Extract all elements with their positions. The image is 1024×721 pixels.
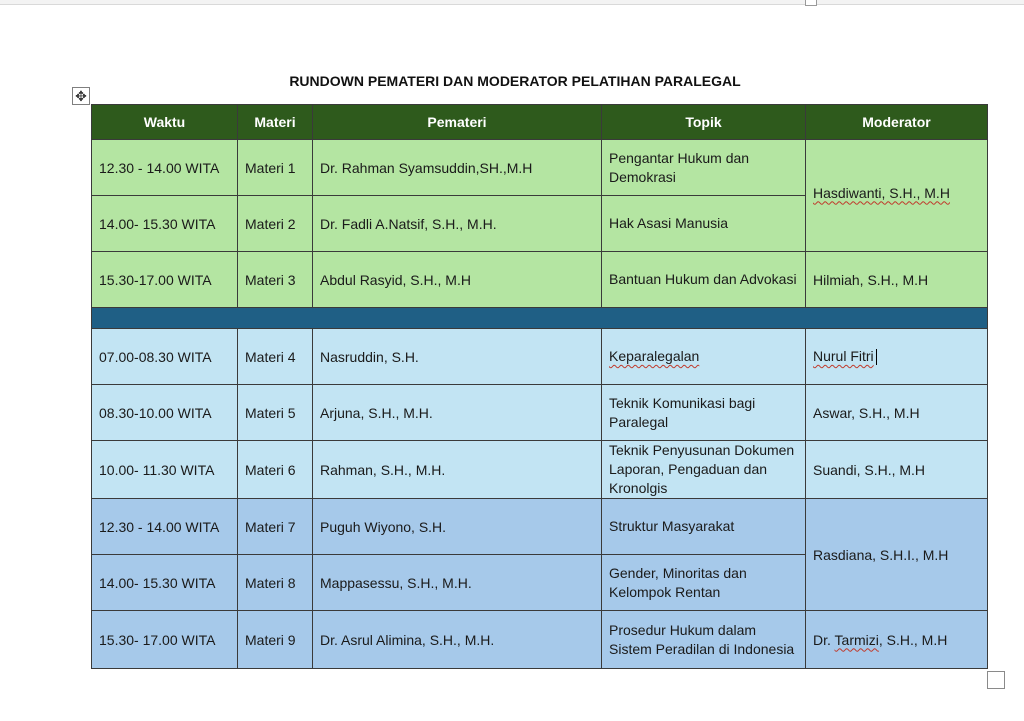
table-header-row bbox=[92, 105, 988, 140]
table-row bbox=[92, 385, 988, 441]
cell-pemateri[interactable]: Dr. Fadli A.Natsif, S.H., M.H. bbox=[313, 196, 602, 252]
cell-waktu[interactable]: 10.00- 11.30 WITA bbox=[92, 441, 238, 499]
cell-moderator[interactable] bbox=[806, 140, 988, 252]
topik-text: Keparalegalan bbox=[609, 348, 700, 364]
cell-materi[interactable]: Materi 5 bbox=[238, 385, 313, 441]
cell-materi[interactable]: Materi 6 bbox=[238, 441, 313, 499]
cell-materi[interactable]: Materi 9 bbox=[238, 611, 313, 669]
cell-pemateri[interactable]: Dr. Rahman Syamsuddin,SH.,M.H bbox=[313, 140, 602, 196]
cell-topik[interactable]: Teknik Penyusunan Dokumen Laporan, Pengaduan dan Kronolgis bbox=[602, 441, 806, 499]
separator-cell bbox=[92, 308, 988, 329]
cell-topik[interactable]: Hak Asasi Manusia bbox=[602, 196, 806, 252]
cell-waktu[interactable]: 15.30- 17.00 WITA bbox=[92, 611, 238, 669]
cell-pemateri[interactable]: Puguh Wiyono, S.H. bbox=[313, 499, 602, 555]
document-top-ruler bbox=[0, 0, 1024, 5]
cell-moderator[interactable]: Aswar, S.H., M.H bbox=[806, 385, 988, 441]
table-row bbox=[92, 329, 988, 385]
cell-waktu[interactable]: 12.30 - 14.00 WITA bbox=[92, 140, 238, 196]
document-title: RUNDOWN PEMATERI DAN MODERATOR PELATIHAN PARALEGAL bbox=[289, 73, 741, 89]
cell-materi[interactable]: Materi 3 bbox=[238, 252, 313, 308]
cell-moderator[interactable] bbox=[806, 611, 988, 669]
cell-pemateri[interactable]: Dr. Asrul Alimina, S.H., M.H. bbox=[313, 611, 602, 669]
cell-waktu[interactable]: 07.00-08.30 WITA bbox=[92, 329, 238, 385]
cell-topik[interactable] bbox=[602, 329, 806, 385]
table-row bbox=[92, 441, 988, 499]
cell-topik[interactable]: Bantuan Hukum dan Advokasi bbox=[602, 252, 806, 308]
cell-materi[interactable]: Materi 7 bbox=[238, 499, 313, 555]
cell-pemateri[interactable]: Abdul Rasyid, S.H., M.H bbox=[313, 252, 602, 308]
table-row bbox=[92, 611, 988, 669]
table-row bbox=[92, 499, 988, 555]
rundown-table bbox=[91, 104, 988, 669]
cell-moderator[interactable]: Rasdiana, S.H.I., M.H bbox=[806, 499, 988, 611]
header-pemateri: Pemateri bbox=[313, 105, 602, 140]
cell-waktu[interactable]: 08.30-10.00 WITA bbox=[92, 385, 238, 441]
cell-topik[interactable]: Struktur Masyarakat bbox=[602, 499, 806, 555]
header-materi: Materi bbox=[238, 105, 313, 140]
text-cursor bbox=[876, 349, 877, 365]
cell-waktu[interactable]: 14.00- 15.30 WITA bbox=[92, 196, 238, 252]
cell-materi[interactable]: Materi 2 bbox=[238, 196, 313, 252]
moderator-name: Hasdiwanti, S.H., M.H bbox=[813, 184, 950, 201]
cell-topik[interactable]: Prosedur Hukum dalam Sistem Peradilan di Indonesia bbox=[602, 611, 806, 669]
moderator-suffix: , S.H., M.H bbox=[878, 631, 948, 648]
cell-topik[interactable]: Pengantar Hukum dan Demokrasi bbox=[602, 140, 806, 196]
table-resize-handle-icon[interactable] bbox=[987, 671, 1005, 689]
cell-pemateri[interactable]: Mappasessu, S.H., M.H. bbox=[313, 555, 602, 611]
cell-topik[interactable]: Teknik Komunikasi bagi Paralegal bbox=[602, 385, 806, 441]
cell-waktu[interactable]: 14.00- 15.30 WITA bbox=[92, 555, 238, 611]
cell-materi[interactable]: Materi 4 bbox=[238, 329, 313, 385]
separator-row bbox=[92, 308, 988, 329]
page-marker-icon bbox=[805, 0, 817, 6]
moderator-name: Nurul Fitri bbox=[813, 347, 874, 364]
table-row bbox=[92, 252, 988, 308]
cell-pemateri[interactable]: Rahman, S.H., M.H. bbox=[313, 441, 602, 499]
cell-materi[interactable]: Materi 8 bbox=[238, 555, 313, 611]
header-waktu: Waktu bbox=[92, 105, 238, 140]
move-arrows-icon[interactable]: ✥ bbox=[72, 87, 90, 105]
cell-moderator[interactable]: Suandi, S.H., M.H bbox=[806, 441, 988, 499]
cell-moderator[interactable]: Hilmiah, S.H., M.H bbox=[806, 252, 988, 308]
cell-pemateri[interactable]: Nasruddin, S.H. bbox=[313, 329, 602, 385]
cell-waktu[interactable]: 12.30 - 14.00 WITA bbox=[92, 499, 238, 555]
header-moderator: Moderator bbox=[806, 105, 988, 140]
cell-moderator[interactable] bbox=[806, 329, 988, 385]
moderator-name: Tarmizi bbox=[834, 631, 879, 648]
cell-materi[interactable]: Materi 1 bbox=[238, 140, 313, 196]
header-topik: Topik bbox=[602, 105, 806, 140]
cell-pemateri[interactable]: Arjuna, S.H., M.H. bbox=[313, 385, 602, 441]
cell-topik[interactable]: Gender, Minoritas dan Kelompok Rentan bbox=[602, 555, 806, 611]
moderator-prefix: Dr. bbox=[813, 631, 835, 648]
cell-waktu[interactable]: 15.30-17.00 WITA bbox=[92, 252, 238, 308]
table-row bbox=[92, 140, 988, 196]
